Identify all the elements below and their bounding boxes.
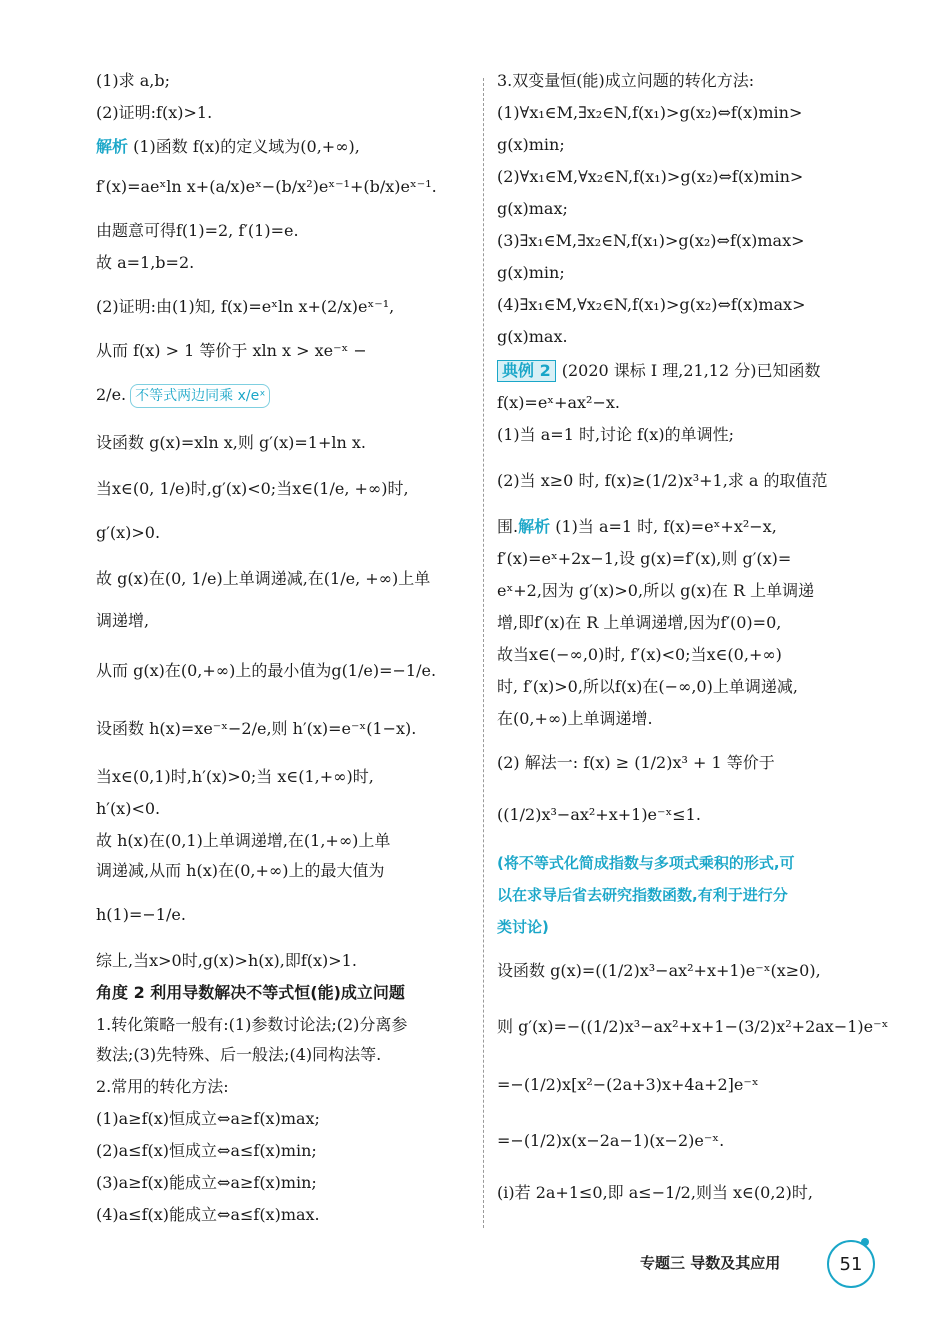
line-text: 3.双变量恒(能)成立问题的转化方法: [497,71,755,90]
left-column-line [96,982,405,1004]
right-column-line [497,134,565,156]
line-text: 围. [497,517,519,536]
right-column-line [497,1016,888,1038]
line-text: 数法;(3)先特殊、后一般法;(4)同构法等. [96,1045,382,1064]
line-text: (1)当 a=1 时,讨论 f(x)的单调性; [497,425,734,444]
line-text: (1)∀x₁∈M,∃x₂∈N,f(x₁)>g(x₂)⇔f(x)min> [497,103,803,122]
left-column-line [96,1108,320,1130]
right-column-line [497,326,568,348]
left-column-line [96,432,366,454]
line-text: 由题意可得f(1)=2, f′(1)=e. [96,221,299,240]
left-column-line [96,568,430,590]
line-text: =−(1/2)x(x−2a−1)(x−2)e⁻ˣ. [497,1131,725,1150]
line-text: (3)a≥f(x)能成立⇔a≥f(x)min; [96,1173,317,1192]
left-column-line [96,296,394,318]
left-column-line [96,718,416,740]
right-column-line [497,360,820,382]
right-column-line [497,198,568,220]
right-column-line [497,916,549,938]
right-column-line [497,644,782,666]
note-text: (将不等式化简成指数与多项式乘积的形式,可 [497,854,795,872]
line-text: (2)a≤f(x)恒成立⇔a≤f(x)min; [96,1141,317,1160]
line-text: 设函数 g(x)=xln x,则 g′(x)=1+ln x. [96,433,366,452]
line-text: 综上,当x>0时,g(x)>h(x),即f(x)>1. [96,951,357,970]
line-text: (4)∃x₁∈M,∀x₂∈N,f(x₁)>g(x₂)⇔f(x)max> [497,295,806,314]
left-column-line [96,860,384,882]
left-column-line [96,1044,381,1066]
right-column-line [497,166,803,188]
line-text: 故 a=1,b=2. [96,253,195,272]
left-column-line [96,904,186,926]
line-text: g′(x)>0. [96,523,161,542]
line-text: 调递增, [96,611,150,630]
line-text: 增,即f′(x)在 R 上单调递增,因为f′(0)=0, [497,613,782,632]
line-text: ((1/2)x³−ax²+x+1)e⁻ˣ≤1. [497,805,701,824]
line-text: 故 g(x)在(0, 1/e)上单调递减,在(1/e, +∞)上单 [96,569,431,588]
line-text: (3)∃x₁∈M,∃x₂∈N,f(x₁)>g(x₂)⇔f(x)max> [497,231,805,250]
line-text: g(x)max; [497,199,568,218]
right-column-line [497,1130,724,1152]
line-text: 设函数 g(x)=((1/2)x³−ax²+x+1)e⁻ˣ(x≥0), [497,961,821,980]
note-text: 以在求导后省去研究指数函数,有利于进行分 [497,886,788,904]
line-text: (4)a≤f(x)能成立⇔a≤f(x)max. [96,1205,320,1224]
left-column-line [96,660,436,682]
right-column-line [497,852,795,874]
analysis-label: 解析 [96,137,129,156]
right-column-line [497,516,777,538]
left-column-line [96,1204,320,1226]
line-text: 当x∈(0,1)时,h′(x)>0;当 x∈(1,+∞)时, [96,767,374,786]
right-column-line [497,424,734,446]
right-column-line [497,1182,813,1204]
left-column-line [96,610,149,632]
line-text: h′(x)<0. [96,799,161,818]
right-column-line [497,708,653,730]
line-text: 从而 f(x) > 1 等价于 xln x > xe⁻ˣ − [96,341,367,360]
page-number-dot-icon [861,1238,869,1246]
line-text: (1)求 a,b; [96,71,171,90]
left-column-line [96,1014,407,1036]
line-text: f(x)=eˣ+ax²−x. [497,393,620,412]
line-text: 角度 2 利用导数解决不等式恒(能)成立问题 [96,983,405,1002]
right-column-line [497,752,775,774]
line-text: 设函数 h(x)=xe⁻ˣ−2/e,则 h′(x)=e⁻ˣ(1−x). [96,719,417,738]
line-text: eˣ+2,因为 g′(x)>0,所以 g(x)在 R 上单调递 [497,581,815,600]
right-column-line [497,612,781,634]
left-column-line [96,798,160,820]
right-column-line [497,548,791,570]
left-column-line [96,252,194,274]
line-text: 从而 g(x)在(0,+∞)上的最小值为g(1/e)=−1/e. [96,661,437,680]
right-column-line [497,884,788,906]
line-text: (2)∀x₁∈M,∀x₂∈N,f(x₁)>g(x₂)⇔f(x)min> [497,167,804,186]
right-column-line [497,804,701,826]
left-column-line [96,1140,317,1162]
line-text: g(x)min; [497,263,565,282]
right-column-line [497,960,821,982]
right-column-line [497,102,802,124]
line-text: 当x∈(0, 1/e)时,g′(x)<0;当x∈(1/e, +∞)时, [96,479,409,498]
line-text: g(x)min; [497,135,565,154]
line-text: (2)证明:由(1)知, f(x)=eˣln x+(2/x)eˣ⁻¹, [96,297,395,316]
left-column-line [96,340,367,362]
left-column-line [96,102,212,124]
left-column-line [96,70,170,92]
line-text: g(x)max. [497,327,568,346]
right-column-line [497,230,805,252]
right-column-line [497,294,805,316]
left-column-line [96,950,357,972]
line-text: (2)证明:f(x)>1. [96,103,213,122]
right-column-line [497,70,754,92]
left-column-line [96,136,360,158]
line-text: (2020 课标 Ⅰ 理,21,12 分)已知函数 [561,361,821,380]
right-column-line [497,676,798,698]
right-column-line [497,262,565,284]
left-column-line [96,522,160,544]
line-text: 时, f′(x)>0,所以f(x)在(−∞,0)上单调递减, [497,677,798,696]
left-column-line [96,478,409,500]
right-column-line [497,1074,759,1096]
line-text: (2)当 x≥0 时, f(x)≥(1/2)x³+1,求 a 的取值范 [497,471,828,490]
left-column-line [96,766,374,788]
line-text: =−(1/2)x[x²−(2a+3)x+4a+2]e⁻ˣ [497,1075,759,1094]
line-text: 2.常用的转化方法: [96,1077,229,1096]
line-text: 1.转化策略一般有:(1)参数讨论法;(2)分离参 [96,1015,408,1034]
inline-note: 不等式两边同乘 x/eˣ [130,384,270,408]
left-column-line [96,220,299,242]
left-column-line [96,1172,317,1194]
line-text: 2/e. [96,385,127,404]
left-column-line [96,384,270,408]
line-text: 在(0,+∞)上单调递增. [497,709,653,728]
left-column-line [96,176,437,198]
line-text: (1)a≥f(x)恒成立⇔a≥f(x)max; [96,1109,320,1128]
line-text: h(1)=−1/e. [96,905,186,924]
column-divider [483,78,484,1228]
line-text: 则 g′(x)=−((1/2)x³−ax²+x+1−(3/2)x²+2ax−1)e⁻ˣ [497,1017,889,1036]
footer-chapter-label: 专题三 导数及其应用 [640,1254,781,1272]
page-number: 51 [827,1240,875,1288]
line-text: 故 h(x)在(0,1)上单调递增,在(1,+∞)上单 [96,831,391,850]
left-column-line [96,1076,229,1098]
line-text: 故当x∈(−∞,0)时, f′(x)<0;当x∈(0,+∞) [497,645,782,664]
line-text: (2) 解法一: f(x) ≥ (1/2)x³ + 1 等价于 [497,753,775,772]
example-badge: 典例 2 [497,360,556,382]
left-column-line [96,830,390,852]
line-text: (i)若 2a+1≤0,即 a≤−1/2,则当 x∈(0,2)时, [497,1183,813,1202]
analysis-label: 解析 [518,517,551,536]
line-text: f′(x)=aeˣln x+(a/x)eˣ−(b/x²)eˣ⁻¹+(b/x)eˣ⁻¹. [96,177,437,196]
note-text: 类讨论) [497,918,549,936]
right-column-line [497,392,620,414]
line-text: 调递减,从而 h(x)在(0,+∞)上的最大值为 [96,861,385,880]
right-column-line [497,470,828,492]
line-text: (1)当 a=1 时, f(x)=eˣ+x²−x, [550,517,777,536]
line-text: (1)函数 f(x)的定义域为(0,+∞), [128,137,360,156]
line-text: f′(x)=eˣ+2x−1,设 g(x)=f′(x),则 g′(x)= [497,549,792,568]
right-column-line [497,580,814,602]
